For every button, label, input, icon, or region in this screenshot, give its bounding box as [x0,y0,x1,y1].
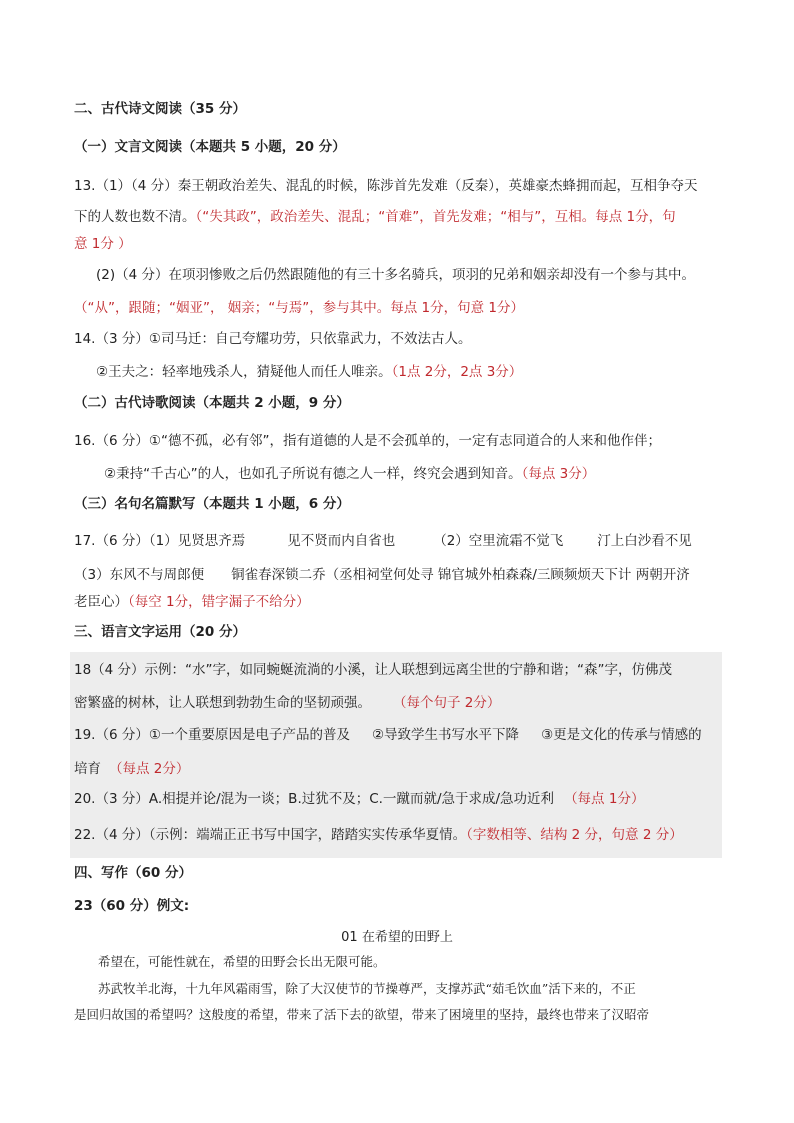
q18-text: 密繁盛的树林，让人联想到勃勃生命的坚韧顽强。 [74,695,371,711]
q16-line1: 16.（6 分）①“德不孤，必有邻”，指有道德的人是不会孤单的，一定有志同道合的人来和他作伴； [74,433,661,449]
q14-line1: 14.（3 分）①司马迁：自己夸耀功劳，只依靠武力，不效法古人。 [74,331,472,347]
q19-scoring: （每点 2分） [109,761,190,777]
q18-scoring: （每个句子 2分） [393,695,501,711]
q13-part1-line2 [74,208,676,226]
q22-text: 22.（4 分）（示例：端端正正书写中国字，踏踏实实传承华夏情。 [74,827,467,843]
q13-part1-text: 下的人数也数不清。 [74,209,196,225]
q17-text: 老臣心） [74,594,128,610]
q23-title: 23（60 分）例文: [74,898,190,914]
q17-line1 [74,532,692,550]
essay-paragraph-1: 希望在，可能性就在，希望的田野会长出无限可能。 [98,954,386,969]
q22-scoring: （字数相等、结构 2 分，句意 2 分） [466,827,683,843]
q16-line2 [104,465,595,483]
q19-point-3: ③更是文化的传承与情感的 [541,727,702,743]
q20-scoring: （每点 1分） [564,791,645,807]
q13-part1-line1: 13.（1）（4 分）秦王朝政治差失、混乱的时候，陈涉首先发难（反秦），英雄豪杰蜂拥而起，互相争夺天 [74,178,698,194]
subsection-2-title: （二）古代诗歌阅读（本题共 2 小题，9 分） [74,395,350,411]
q17-answer-3: （2）空里流霜不觉飞 [433,533,564,549]
q19-point-1: 19.（6 分）①一个重要原因是电子产品的普及 [74,727,350,743]
q18-line2 [74,694,500,712]
q13-part2-scoring: （“从”，跟随；“姻亚”， 姻亲；“与焉”，参与其中。每点 1分，句意 1分） [74,300,525,316]
q19-text: 培育 [74,761,101,777]
q13-part1-scoring: （“失其政”，政治差失、混乱；“首难”，首先发难；“相与”，互相。每点 1分，句 [195,209,676,225]
q17-answer-4: 汀上白沙看不见 [597,533,692,549]
q13-part2-line1: (2)（4 分）在项羽惨败之后仍然跟随他的有三十多名骑兵，项羽的兄弟和姻亲却没有一个参与其中。 [96,267,696,283]
q14-scoring: （1点 2分，2点 3分） [391,364,523,380]
subsection-1-title: （一）文言文阅读（本题共 5 小题，20 分） [74,139,346,155]
q17-answer-1: 17.（6 分）（1）见贤思齐焉 [74,533,246,549]
section-2-title: 二、古代诗文阅读（35 分） [74,101,246,117]
q22-line [74,826,683,844]
q17-answer-2: 见不贤而内自省也 [287,533,396,549]
q20-text: 20.（3 分）A.相提并论/混为一谈；B.过犹不及；C.一蹴而就/急于求成/急功近利 [74,791,555,807]
q17-line3 [74,593,310,611]
essay-paragraph-2-line1: 苏武牧羊北海，十九年风霜雨雪，除了大汉使节的节操尊严，支撑苏武“茹毛饮血”活下来的，不正 [98,981,636,996]
q13-part1-scoring-cont: 意 1分 ） [74,236,132,252]
q16-scoring: （每点 3分） [521,466,596,482]
q16-text: ②秉持“千古心”的人，也如孔子所说有德之人一样，终究会遇到知音。 [104,466,522,482]
q19-point-2: ②导致学生书写水平下降 [371,727,520,743]
q17-scoring: （每空 1分，错字漏子不给分） [128,594,310,610]
essay-paragraph-2-line2: 是回归故国的希望吗？这般度的希望，带来了活下去的欲望，带来了困境里的坚持，最终也带来了汉昭帝 [74,1007,650,1022]
q14-line2 [96,363,522,381]
section-4-title: 四、写作（60 分） [74,865,192,881]
subsection-3-title: （三）名句名篇默写（本题共 1 小题，6 分） [74,496,350,512]
essay-title: 01 在希望的田野上 [341,930,453,945]
section-3-title: 三、语言文字运用（20 分） [74,624,246,640]
q14-text: ②王夫之：轻率地残杀人，猜疑他人而任人唯亲。 [96,364,392,380]
q19-line1 [74,726,702,744]
q17-line2: （3）东风不与周郎便 铜雀春深锁二乔（丞相祠堂何处寻 锦官城外柏森森/三顾频烦天下计 两朝开济 [74,567,690,583]
q20-line [74,790,644,808]
q18-line1: 18（4 分）示例：“水”字，如同蜿蜒流淌的小溪，让人联想到远离尘世的宁静和谐；“森”字，仿佛茂 [74,662,673,678]
q19-line2 [74,760,189,778]
